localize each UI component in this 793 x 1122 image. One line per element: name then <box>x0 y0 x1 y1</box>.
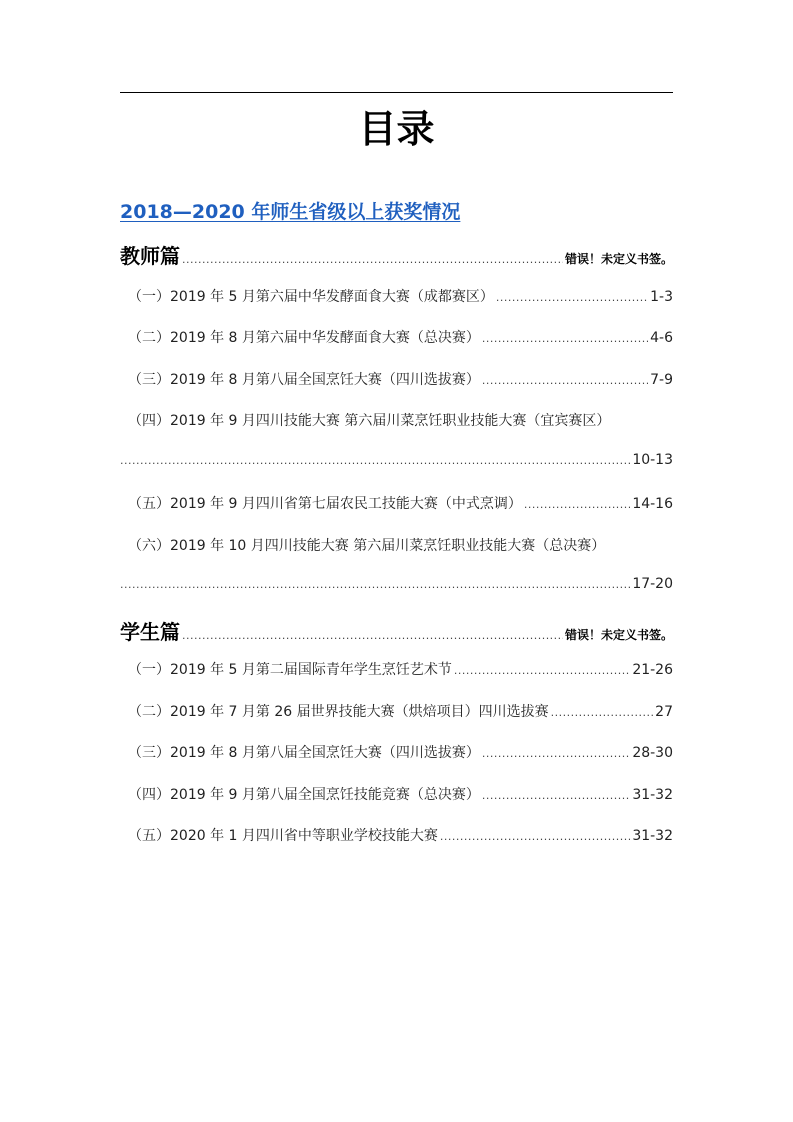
toc-entry-continuation[interactable] <box>120 576 673 592</box>
entry-page: 27 <box>655 704 673 720</box>
toc-heading-link[interactable]: 2018—2020 年师生省级以上获奖情况 <box>120 201 461 223</box>
entry-label: （一）2019 年 5 月第六届中华发酵面食大赛（成都赛区） <box>128 289 494 305</box>
entry-label: （五）2020 年 1 月四川省中等职业学校技能大赛 <box>128 828 438 844</box>
entry-page: 28-30 <box>632 745 673 761</box>
leader-dots <box>496 291 648 304</box>
toc-entry-wrapped-text[interactable]: （四）2019 年 9 月四川技能大赛 第六届川菜烹饪职业技能大赛（宜宾赛区） <box>128 413 611 429</box>
section-label: 学生篇 <box>120 620 180 644</box>
entry-page: 14-16 <box>632 496 673 512</box>
leader-dots <box>482 332 648 345</box>
toc-entry[interactable] <box>120 493 673 513</box>
entry-page: 4-6 <box>650 330 673 346</box>
toc-section-teacher[interactable] <box>120 240 673 269</box>
section-page-error: 错误！未定义书签。 <box>564 252 673 266</box>
section-page-error: 错误！未定义书签。 <box>564 628 673 642</box>
entry-page: 21-26 <box>632 662 673 678</box>
leader-dots <box>440 830 630 843</box>
entry-page: 31-32 <box>632 787 673 803</box>
leader-dots <box>482 789 630 802</box>
toc-entry-continuation[interactable] <box>120 452 673 468</box>
toc-entry[interactable] <box>120 286 673 306</box>
entry-label: （三）2019 年 8 月第八届全国烹饪大赛（四川选拔赛） <box>128 745 480 761</box>
leader-dots <box>482 374 648 387</box>
toc-section-student[interactable] <box>120 616 673 645</box>
toc-entry[interactable] <box>120 369 673 389</box>
leader-dots <box>182 629 563 642</box>
toc-entry[interactable] <box>120 825 673 845</box>
toc-entry[interactable] <box>120 742 673 762</box>
top-rule <box>120 92 673 93</box>
toc-entry[interactable] <box>120 701 673 721</box>
entry-label: （一）2019 年 5 月第二届国际青年学生烹饪艺术节 <box>128 662 452 678</box>
leader-dots <box>482 747 630 760</box>
section-label: 教师篇 <box>120 244 180 268</box>
entry-page: 10-13 <box>632 452 673 468</box>
toc-entry[interactable] <box>120 659 673 679</box>
toc-entry[interactable] <box>120 327 673 347</box>
leader-dots <box>120 454 630 467</box>
entry-label: （二）2019 年 7 月第 26 届世界技能大赛（烘焙项目）四川选拔赛 <box>128 704 549 720</box>
leader-dots <box>551 706 654 719</box>
entry-label: （二）2019 年 8 月第六届中华发酵面食大赛（总决赛） <box>128 330 480 346</box>
toc-entry[interactable] <box>120 784 673 804</box>
leader-dots <box>120 578 630 591</box>
entry-page: 1-3 <box>650 289 673 305</box>
entry-label: （四）2019 年 9 月第八届全国烹饪技能竞赛（总决赛） <box>128 787 480 803</box>
entry-label: （五）2019 年 9 月四川省第七届农民工技能大赛（中式烹调） <box>128 496 522 512</box>
entry-page: 7-9 <box>650 372 673 388</box>
entry-page: 17-20 <box>632 576 673 592</box>
entry-page: 31-32 <box>632 828 673 844</box>
leader-dots <box>524 498 630 511</box>
toc-entry-wrapped-text[interactable]: （六）2019 年 10 月四川技能大赛 第六届川菜烹饪职业技能大赛（总决赛） <box>128 538 606 554</box>
leader-dots <box>454 664 630 677</box>
entry-label: （三）2019 年 8 月第八届全国烹饪大赛（四川选拔赛） <box>128 372 480 388</box>
page-title: 目录 <box>358 107 435 151</box>
leader-dots <box>182 253 563 266</box>
